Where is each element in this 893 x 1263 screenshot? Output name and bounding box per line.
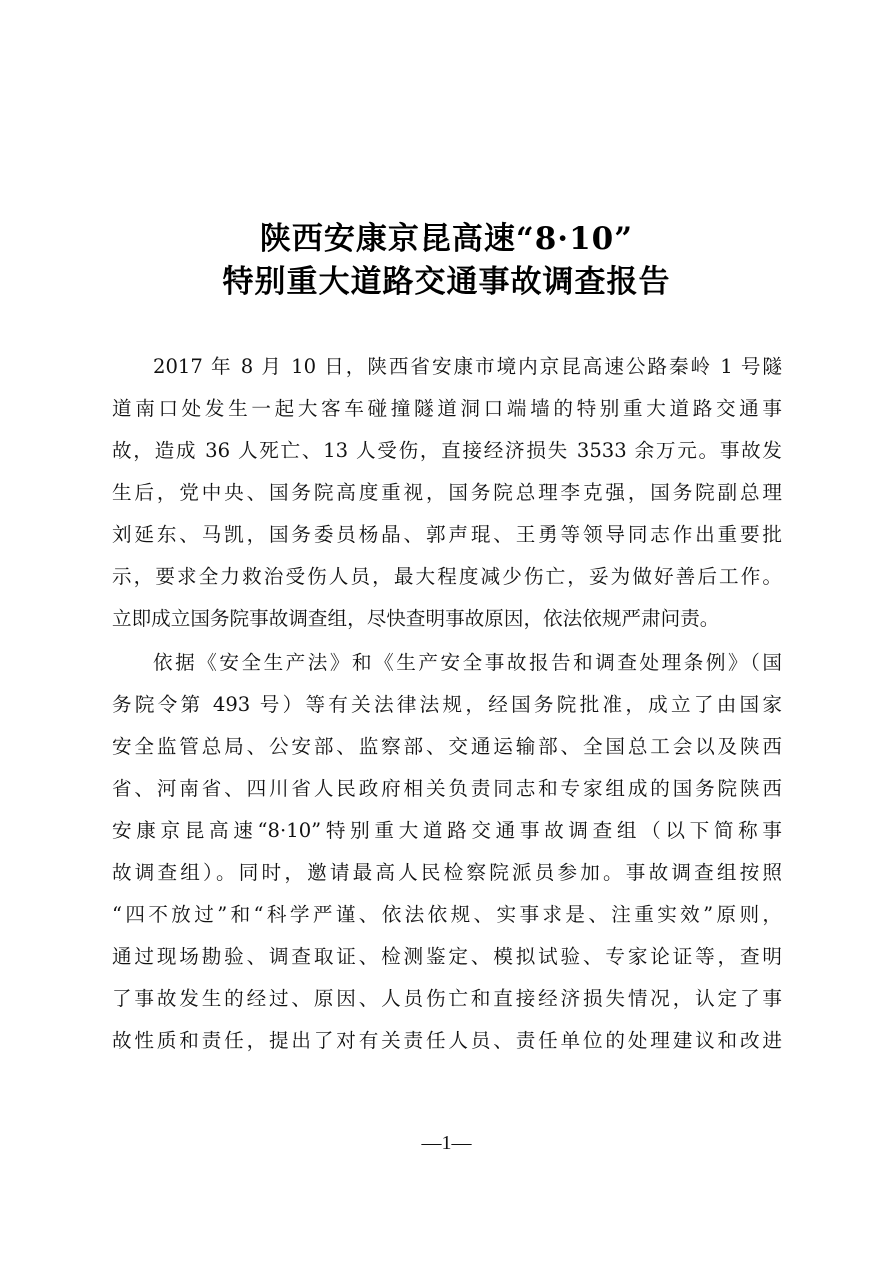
paragraph-line: 立即成立国务院事故调查组，尽快查明事故原因，依法依规严肃问责。 [112,607,720,630]
paragraph-line: 安全监管总局、公安部、监察部、交通运输部、全国总工会以及陕西 [112,735,782,758]
paragraph-line: 2017 年 8 月 10 日，陕西省安康市境内京昆高速公路秦岭 1 号隧 [153,355,782,378]
paragraph-line: 道南口处发生一起大客车碰撞隧道洞口端墙的特别重大道路交通事 [112,397,782,420]
paragraph-line: 依据《安全生产法》和《生产安全事故报告和调查处理条例》（国 [153,651,782,674]
paragraph-line: 刘延东、马凯，国务委员杨晶、郭声琨、王勇等领导同志作出重要批 [112,523,782,546]
paragraph-line: 了事故发生的经过、原因、人员伤亡和直接经济损失情况，认定了事 [112,987,782,1010]
paragraph-line: 安康京昆高速“8·10”特别重大道路交通事故调查组（以下简称事 [112,819,782,842]
document-title-line-2: 特别重大道路交通事故调查报告 [222,264,671,300]
paragraph-line: 故，造成 36 人死亡、13 人受伤，直接经济损失 3533 余万元。事故发 [112,439,782,462]
paragraph-line: 生后，党中央、国务院高度重视，国务院总理李克强，国务院副总理 [112,481,782,504]
paragraph-line: 务院令第 493 号）等有关法律法规，经国务院批准，成立了由国家 [112,693,782,716]
paragraph-line: 故性质和责任，提出了对有关责任人员、责任单位的处理建议和改进 [112,1029,782,1052]
paragraph-line: 示，要求全力救治受伤人员，最大程度减少伤亡，妥为做好善后工作。 [112,565,782,588]
paragraph-line: 省、河南省、四川省人民政府相关负责同志和专家组成的国务院陕西 [112,777,782,800]
page-number: —1— [421,1132,472,1154]
document-title-line-1: 陕西安康京昆高速“8·10” [259,221,634,257]
paragraph-line: “四不放过”和“科学严谨、依法依规、实事求是、注重实效”原则， [112,903,782,926]
paragraph-line: 故调查组）。同时，邀请最高人民检察院派员参加。事故调查组按照 [112,861,782,884]
paragraph-line: 通过现场勘验、调查取证、检测鉴定、模拟试验、专家论证等，查明 [112,945,782,968]
